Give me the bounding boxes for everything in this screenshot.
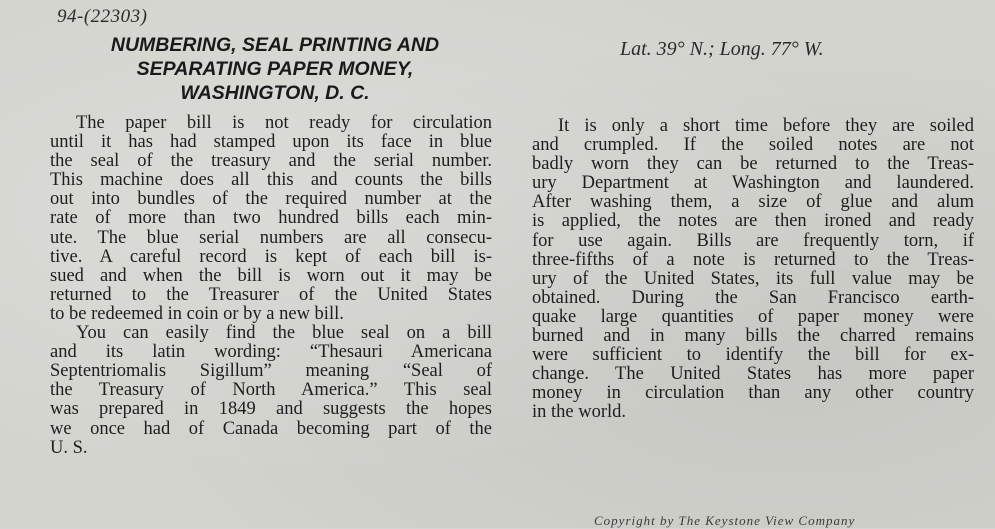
right-text-column bbox=[532, 117, 974, 423]
text-line: ute. The blue serial numbers are all consecu- bbox=[50, 227, 492, 248]
text-line: were sufficient to identify the bill for ex- bbox=[532, 345, 974, 366]
text-line: in the world. bbox=[532, 402, 627, 423]
text-line: out into bundles of the required number at the bbox=[50, 189, 492, 210]
text-line: After washing them, a size of glue and alum bbox=[532, 192, 974, 213]
text-line: money in circulation than any other country bbox=[532, 383, 974, 404]
text-line: Septentriomalis Sigillum” meaning “Seal of bbox=[50, 361, 492, 382]
text-line: change. The United States has more paper bbox=[532, 364, 974, 385]
text-line: until it has had stamped upon its face in blue bbox=[50, 132, 492, 153]
text-line: This machine does all this and counts the bills bbox=[50, 170, 492, 191]
text-line: quake large quantities of paper money were bbox=[532, 306, 974, 327]
text-line: The paper bill is not ready for circulation bbox=[76, 113, 492, 133]
text-line: three-fifths of a note is returned to the Treas- bbox=[532, 249, 974, 270]
text-line: You can easily find the blue seal on a bill bbox=[76, 323, 492, 344]
text-line: U. S. bbox=[50, 437, 88, 458]
text-line: rate of more than two hundred bills each min- bbox=[50, 208, 492, 229]
text-line: was prepared in 1849 and suggests the hopes bbox=[50, 399, 492, 420]
text-line: the seal of the treasury and the serial number. bbox=[50, 151, 492, 172]
text-line: and its latin wording: “Thesauri Americana bbox=[50, 342, 492, 363]
text-line: to be redeemed in coin or by a new bill. bbox=[50, 303, 344, 324]
copyright-notice: Copyright by The Keystone View Company bbox=[594, 513, 856, 528]
text-line: tive. A careful record is kept of each bill is- bbox=[50, 246, 492, 267]
text-line: and crumpled. If the soiled notes are not bbox=[532, 135, 974, 156]
text-line: the Treasury of North America.” This seal bbox=[50, 380, 492, 401]
text-line: It is only a short time before they are soiled bbox=[558, 116, 974, 136]
text-line: ury of the United States, its full value may be bbox=[532, 268, 974, 289]
text-line: obtained. During the San Francisco earth- bbox=[532, 287, 974, 308]
coordinates: Lat. 39° N.; Long. 77° W. bbox=[620, 38, 824, 60]
text-line: for use again. Bills are frequently torn, if bbox=[532, 230, 974, 251]
text-line: badly worn they can be returned to the Treas- bbox=[532, 154, 974, 175]
text-line: burned and in many bills the charred remains bbox=[532, 326, 974, 347]
text-line: sued and when the bill is worn out it may be bbox=[50, 265, 492, 286]
card-title bbox=[40, 33, 510, 105]
left-text-column bbox=[50, 114, 492, 458]
text-line: we once had of Canada becoming part of the bbox=[50, 418, 492, 439]
title-line: WASHINGTON, D. C. bbox=[180, 82, 370, 104]
title-line: NUMBERING, SEAL PRINTING AND bbox=[110, 34, 440, 56]
text-line: returned to the Treasurer of the United States bbox=[50, 284, 492, 305]
title-line: SEPARATING PAPER MONEY, bbox=[136, 58, 414, 80]
text-line: is applied, the notes are then ironed and ready bbox=[532, 211, 974, 232]
card-number: 94-(22303) bbox=[57, 6, 148, 27]
text-line: ury Department at Washington and laundered. bbox=[532, 173, 974, 194]
